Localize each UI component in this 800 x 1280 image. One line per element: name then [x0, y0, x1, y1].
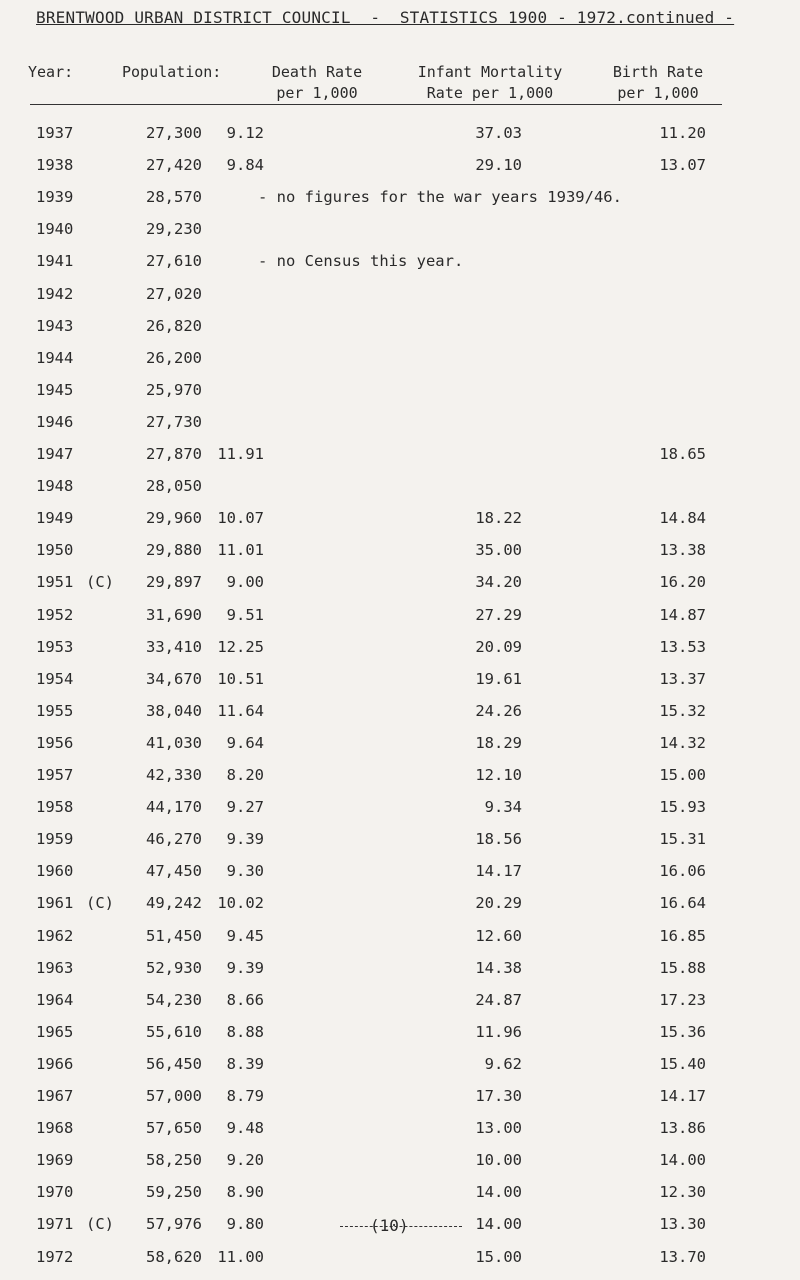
birth-rate-cell: 13.70: [659, 1247, 706, 1266]
year-cell: 1939: [36, 188, 74, 207]
table-row: [0, 894, 800, 926]
death-rate-cell: 9.30: [226, 862, 264, 881]
death-rate-header-line1: Death Rate: [271, 63, 363, 81]
infant-mortality-cell: 18.22: [475, 509, 522, 528]
death-rate-cell: 9.27: [226, 798, 264, 817]
page-number: (10): [370, 1216, 409, 1235]
death-rate-column-header: [252, 62, 382, 104]
infant-mortality-cell: 24.26: [475, 701, 522, 720]
birth-rate-cell: 14.32: [659, 733, 706, 752]
infant-mortality-cell: 35.00: [475, 541, 522, 560]
infant-mortality-cell: 20.29: [475, 894, 522, 913]
death-rate-cell: 9.48: [226, 1119, 264, 1138]
death-rate-cell: 11.91: [217, 445, 264, 463]
infant-mortality-cell: 14.00: [475, 1183, 522, 1202]
population-cell: 26,820: [146, 316, 202, 335]
row-note: - no figures for the war years 1939/46.: [258, 188, 622, 207]
census-marker-cell: (C): [86, 573, 114, 592]
birth-rate-cell: 16.06: [659, 862, 706, 881]
birth-rate-cell: 15.40: [659, 1054, 706, 1073]
infant-mortality-cell: 18.29: [475, 733, 522, 752]
table-row: [0, 156, 800, 188]
population-cell: 27,020: [146, 284, 202, 303]
header-rule: [30, 104, 722, 105]
birth-rate-cell: 16.85: [659, 926, 706, 945]
year-header-label: Year:: [28, 63, 74, 81]
year-cell: 1962: [36, 926, 74, 945]
table-row: [0, 349, 800, 381]
page-header: BRENTWOOD URBAN DISTRICT COUNCIL - STATISTICS 1900 - 1972.continued -: [36, 8, 735, 27]
birth-rate-cell: 14.17: [659, 1087, 706, 1105]
table-row: [0, 959, 800, 991]
table-row: [0, 188, 800, 220]
year-cell: 1959: [36, 830, 74, 849]
table-row: [0, 927, 800, 959]
year-cell: 1950: [36, 541, 74, 560]
death-rate-cell: 9.20: [226, 1151, 264, 1170]
infant-mortality-cell: 27.29: [475, 605, 522, 624]
table-row: [0, 638, 800, 670]
population-cell: 47,450: [146, 862, 202, 881]
year-cell: 1937: [36, 124, 74, 142]
death-rate-cell: 9.39: [226, 958, 264, 977]
table-row: [0, 798, 800, 830]
year-cell: 1938: [36, 156, 74, 175]
infant-mortality-cell: 9.62: [484, 1054, 522, 1073]
infant-mortality-cell: 14.38: [475, 958, 522, 977]
birth-rate-cell: 13.37: [659, 669, 706, 688]
birth-rate-cell: 18.65: [659, 445, 706, 463]
population-cell: 33,410: [146, 637, 202, 656]
table-row: [0, 1023, 800, 1055]
infant-mortality-cell: 37.03: [475, 124, 522, 142]
population-header-label: Population:: [122, 63, 222, 81]
population-cell: 51,450: [146, 926, 202, 945]
birth-rate-cell: 15.36: [659, 1022, 706, 1041]
birth-rate-cell: 16.20: [659, 573, 706, 592]
year-cell: 1965: [36, 1022, 74, 1041]
table-row: [0, 541, 800, 573]
birth-rate-cell: 15.31: [659, 830, 706, 849]
table-row: [0, 381, 800, 413]
table-row: [0, 317, 800, 349]
census-marker-cell: (C): [86, 1215, 114, 1234]
population-cell: 26,200: [146, 348, 202, 367]
year-cell: 1941: [36, 252, 74, 271]
infant-mortality-cell: 10.00: [475, 1151, 522, 1170]
infant-mortality-cell: 13.00: [475, 1119, 522, 1138]
population-cell: 42,330: [146, 766, 202, 784]
table-row: [0, 445, 800, 477]
death-rate-cell: 8.79: [226, 1087, 264, 1105]
death-rate-cell: 8.90: [226, 1183, 264, 1202]
table-row: [0, 862, 800, 894]
table-row: [0, 220, 800, 252]
infant-mortality-cell: 15.00: [475, 1247, 522, 1266]
year-cell: 1943: [36, 316, 74, 335]
table-row: [0, 1151, 800, 1183]
table-row: [0, 413, 800, 445]
death-rate-cell: 9.51: [226, 605, 264, 624]
death-rate-cell: 9.39: [226, 830, 264, 849]
death-rate-cell: 9.12: [226, 124, 264, 142]
year-cell: 1945: [36, 380, 74, 399]
table-row: [0, 766, 800, 798]
year-cell: 1957: [36, 766, 74, 784]
birth-rate-cell: 11.20: [659, 124, 706, 142]
infant-mortality-cell: 29.10: [475, 156, 522, 175]
population-cell: 58,620: [146, 1247, 202, 1266]
year-cell: 1970: [36, 1183, 74, 1202]
infant-mortality-cell: 18.56: [475, 830, 522, 849]
row-note: - no Census this year.: [258, 252, 464, 271]
population-cell: 29,880: [146, 541, 202, 560]
table-row: [0, 1183, 800, 1215]
death-rate-cell: 10.02: [217, 894, 264, 913]
infant-mortality-column-header: [400, 62, 580, 104]
population-column-header: [122, 62, 221, 83]
year-cell: 1955: [36, 701, 74, 720]
infant-mortality-cell: 34.20: [475, 573, 522, 592]
year-cell: 1956: [36, 733, 74, 752]
infant-mortality-cell: 11.96: [475, 1022, 522, 1041]
year-cell: 1964: [36, 990, 74, 1009]
death-rate-cell: 12.25: [217, 637, 264, 656]
year-cell: 1972: [36, 1247, 74, 1266]
year-cell: 1961: [36, 894, 74, 913]
infant-mortality-cell: 12.10: [475, 766, 522, 784]
death-rate-header-line2: per 1,000: [276, 84, 358, 102]
year-cell: 1949: [36, 509, 74, 528]
table-row: [0, 1055, 800, 1087]
birth-rate-cell: 13.38: [659, 541, 706, 560]
birth-rate-cell: 13.53: [659, 637, 706, 656]
population-cell: 44,170: [146, 798, 202, 817]
year-cell: 1940: [36, 220, 74, 239]
birth-rate-cell: 13.07: [659, 156, 706, 175]
table-row: [0, 830, 800, 862]
birth-rate-cell: 15.32: [659, 701, 706, 720]
year-cell: 1958: [36, 798, 74, 817]
population-cell: 27,420: [146, 156, 202, 175]
table-row: [0, 1119, 800, 1151]
year-cell: 1946: [36, 412, 74, 431]
infant-mortality-cell: 9.34: [484, 798, 522, 817]
birth-rate-cell: 14.00: [659, 1151, 706, 1170]
birth-rate-cell: 17.23: [659, 990, 706, 1009]
death-rate-cell: 10.51: [217, 669, 264, 688]
year-cell: 1942: [36, 284, 74, 303]
infant-mortality-cell: 20.09: [475, 637, 522, 656]
death-rate-cell: 10.07: [217, 509, 264, 528]
death-rate-cell: 8.88: [226, 1022, 264, 1041]
table-row: [0, 734, 800, 766]
year-cell: 1954: [36, 669, 74, 688]
population-cell: 27,300: [146, 124, 202, 142]
infant-mortality-cell: 24.87: [475, 990, 522, 1009]
population-cell: 34,670: [146, 669, 202, 688]
birth-rate-column-header: [598, 62, 718, 104]
table-row: [0, 285, 800, 317]
birth-rate-header-line2: per 1,000: [617, 84, 699, 102]
table-row: [0, 1087, 800, 1119]
birth-rate-cell: 12.30: [659, 1183, 706, 1202]
year-cell: 1963: [36, 958, 74, 977]
infant-mortality-cell: 14.17: [475, 862, 522, 881]
death-rate-cell: 9.00: [226, 573, 264, 592]
birth-rate-cell: 15.00: [659, 766, 706, 784]
death-rate-cell: 8.39: [226, 1054, 264, 1073]
population-cell: 27,870: [146, 445, 202, 463]
table-row: [0, 124, 800, 156]
year-cell: 1953: [36, 637, 74, 656]
infant-mortality-cell: 12.60: [475, 926, 522, 945]
death-rate-cell: 8.20: [226, 766, 264, 784]
table-row: [0, 1248, 800, 1280]
death-rate-cell: 9.45: [226, 926, 264, 945]
population-cell: 31,690: [146, 605, 202, 624]
year-cell: 1952: [36, 605, 74, 624]
population-cell: 25,970: [146, 380, 202, 399]
population-cell: 28,050: [146, 477, 202, 496]
population-cell: 49,242: [146, 894, 202, 913]
year-cell: 1947: [36, 445, 74, 463]
population-cell: 58,250: [146, 1151, 202, 1170]
table-row: [0, 509, 800, 541]
birth-rate-cell: 14.87: [659, 605, 706, 624]
year-cell: 1948: [36, 477, 74, 496]
population-cell: 59,250: [146, 1183, 202, 1202]
population-cell: 57,976: [146, 1215, 202, 1234]
population-cell: 55,610: [146, 1022, 202, 1041]
population-cell: 29,960: [146, 509, 202, 528]
birth-rate-cell: 14.84: [659, 509, 706, 528]
population-cell: 57,650: [146, 1119, 202, 1138]
population-cell: 28,570: [146, 188, 202, 207]
birth-rate-cell: 13.30: [659, 1215, 706, 1234]
population-cell: 27,730: [146, 412, 202, 431]
infant-mortality-cell: 19.61: [475, 669, 522, 688]
infant-mortality-cell: 14.00: [475, 1215, 522, 1234]
death-rate-cell: 9.84: [226, 156, 264, 175]
death-rate-cell: 11.01: [217, 541, 264, 560]
death-rate-cell: 9.64: [226, 733, 264, 752]
death-rate-cell: 11.00: [217, 1247, 264, 1266]
birth-rate-cell: 15.88: [659, 958, 706, 977]
table-row: [0, 477, 800, 509]
year-cell: 1969: [36, 1151, 74, 1170]
birth-rate-cell: 15.93: [659, 798, 706, 817]
infant-mortality-header-line1: Infant Mortality: [417, 63, 563, 81]
table-row: [0, 573, 800, 605]
table-row: [0, 252, 800, 284]
year-cell: 1967: [36, 1087, 74, 1105]
death-rate-cell: 8.66: [226, 990, 264, 1009]
birth-rate-header-line1: Birth Rate: [612, 63, 704, 81]
death-rate-cell: 11.64: [217, 701, 264, 720]
table-row: [0, 606, 800, 638]
year-cell: 1944: [36, 348, 74, 367]
population-cell: 56,450: [146, 1054, 202, 1073]
year-cell: 1966: [36, 1054, 74, 1073]
census-marker-cell: (C): [86, 894, 114, 913]
year-cell: 1960: [36, 862, 74, 881]
birth-rate-cell: 13.86: [659, 1119, 706, 1138]
infant-mortality-header-line2: Rate per 1,000: [426, 84, 554, 102]
year-column-header: [28, 62, 73, 83]
year-cell: 1951: [36, 573, 74, 592]
population-cell: 29,230: [146, 220, 202, 239]
death-rate-cell: 9.80: [226, 1215, 264, 1234]
table-row: [0, 670, 800, 702]
population-cell: 29,897: [146, 573, 202, 592]
population-cell: 57,000: [146, 1087, 202, 1105]
population-cell: 38,040: [146, 701, 202, 720]
table-row: [0, 991, 800, 1023]
population-cell: 27,610: [146, 252, 202, 271]
birth-rate-cell: 16.64: [659, 894, 706, 913]
year-cell: 1971: [36, 1215, 74, 1234]
population-cell: 41,030: [146, 733, 202, 752]
population-cell: 52,930: [146, 958, 202, 977]
population-cell: 46,270: [146, 830, 202, 849]
population-cell: 54,230: [146, 990, 202, 1009]
table-row: [0, 702, 800, 734]
year-cell: 1968: [36, 1119, 74, 1138]
infant-mortality-cell: 17.30: [475, 1087, 522, 1105]
